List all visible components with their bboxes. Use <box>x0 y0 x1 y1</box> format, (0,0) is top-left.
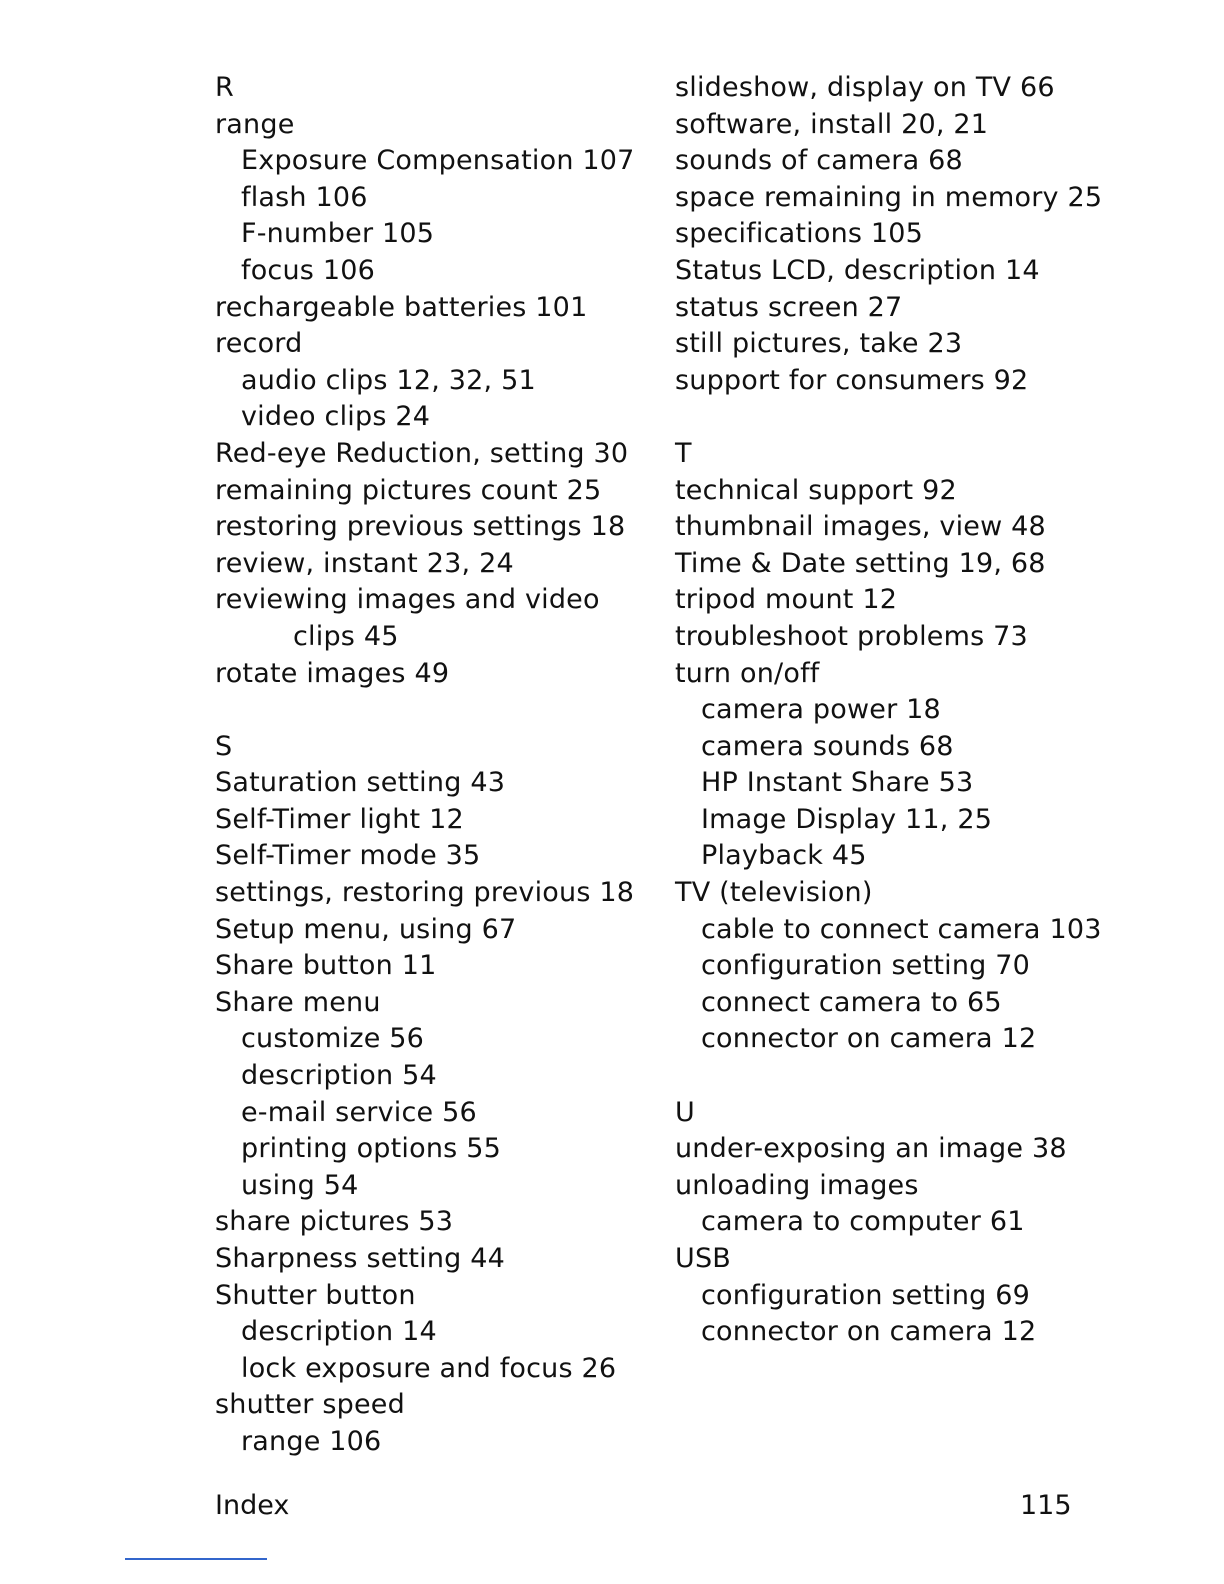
index-subentry: cable to connect camera 103 <box>701 913 1102 945</box>
index-subentry: lock exposure and focus 26 <box>241 1352 617 1384</box>
index-entry: share pictures 53 <box>215 1206 454 1238</box>
index-subentry: HP Instant Share 53 <box>701 767 974 799</box>
index-entry: USB <box>675 1243 732 1274</box>
index-subentry: customize 56 <box>241 1023 425 1055</box>
index-entry: Red-eye Reduction, setting 30 <box>215 437 629 469</box>
section-letter-s: S <box>215 730 233 762</box>
index-entry: reviewing images and video <box>215 584 600 616</box>
footer-section-label: Index <box>215 1490 290 1521</box>
index-subentry: video clips 24 <box>241 401 431 433</box>
index-subentry: connect camera to 65 <box>701 986 1002 1018</box>
bottom-rule <box>125 1558 267 1560</box>
page-number: 115 <box>1020 1490 1072 1521</box>
index-subentry: printing options 55 <box>241 1133 501 1165</box>
section-gap <box>215 692 655 729</box>
index-entry: Shutter button <box>215 1279 416 1311</box>
index-entry: settings, restoring previous 18 <box>215 877 635 909</box>
index-subentry: range 106 <box>241 1425 382 1457</box>
index-subentry: F-number 105 <box>241 218 435 250</box>
section-gap <box>675 1058 1175 1095</box>
index-entry-continuation: clips 45 <box>293 620 399 652</box>
index-subentry: e-mail service 56 <box>241 1096 477 1128</box>
index-subentry: Exposure Compensation 107 <box>241 145 635 177</box>
index-subentry: camera sounds 68 <box>701 730 954 762</box>
index-entry: restoring previous settings 18 <box>215 511 626 543</box>
index-column-right <box>675 70 1175 1351</box>
section-letter-u: U <box>675 1096 695 1128</box>
index-subentry: description 14 <box>241 1316 437 1348</box>
index-entry: Share menu <box>215 986 381 1018</box>
index-entry: Self-Timer light 12 <box>215 803 464 835</box>
index-subentry: Playback 45 <box>701 840 867 872</box>
index-entry: review, instant 23, 24 <box>215 547 514 579</box>
index-entry: slideshow, display on TV 66 <box>675 72 1055 103</box>
section-letter-t: T <box>675 437 692 469</box>
index-subentry: description 54 <box>241 1060 437 1092</box>
index-entry: specifications 105 <box>675 218 924 250</box>
index-subentry: connector on camera 12 <box>701 1023 1037 1055</box>
index-entry: still pictures, take 23 <box>675 328 963 360</box>
index-entry: status screen 27 <box>675 291 903 323</box>
index-entry: Share button 11 <box>215 950 437 982</box>
index-entry: support for consumers 92 <box>675 364 1029 396</box>
section-letter-r: R <box>215 72 234 103</box>
index-subentry: audio clips 12, 32, 51 <box>241 364 536 396</box>
index-entry: range <box>215 108 295 140</box>
index-entry: remaining pictures count 25 <box>215 474 602 506</box>
index-subentry: configuration setting 70 <box>701 950 1031 982</box>
index-column-left <box>215 70 655 1461</box>
index-entry: shutter speed <box>215 1389 405 1421</box>
index-entry: rotate images 49 <box>215 657 450 689</box>
index-subentry: Image Display 11, 25 <box>701 803 993 835</box>
index-entry: unloading images <box>675 1169 919 1201</box>
index-entry: rechargeable batteries 101 <box>215 291 588 323</box>
index-entry: thumbnail images, view 48 <box>675 511 1046 543</box>
index-entry: under-exposing an image 38 <box>675 1133 1067 1165</box>
index-entry: turn on/off <box>675 657 820 689</box>
index-entry: software, install 20, 21 <box>675 108 989 140</box>
index-entry: troubleshoot problems 73 <box>675 620 1028 652</box>
index-entry: tripod mount 12 <box>675 584 898 616</box>
index-entry: technical support 92 <box>675 474 957 506</box>
index-entry: sounds of camera 68 <box>675 145 963 177</box>
index-entry: Sharpness setting 44 <box>215 1243 506 1274</box>
index-entry: Self-Timer mode 35 <box>215 840 481 872</box>
index-entry: space remaining in memory 25 <box>675 181 1103 213</box>
index-entry: Status LCD, description 14 <box>675 254 1040 286</box>
index-entry: Setup menu, using 67 <box>215 913 517 945</box>
index-subentry: using 54 <box>241 1169 359 1201</box>
section-gap <box>675 399 1175 436</box>
index-subentry: camera power 18 <box>701 694 941 726</box>
index-subentry: connector on camera 12 <box>701 1316 1037 1348</box>
index-subentry: flash 106 <box>241 181 368 213</box>
index-entry: record <box>215 328 303 360</box>
index-entry: Time & Date setting 19, 68 <box>675 547 1046 579</box>
index-entry: TV (television) <box>675 877 873 909</box>
index-entry: Saturation setting 43 <box>215 767 506 799</box>
index-subentry: configuration setting 69 <box>701 1279 1031 1311</box>
index-subentry: camera to computer 61 <box>701 1206 1025 1238</box>
index-subentry: focus 106 <box>241 254 375 286</box>
